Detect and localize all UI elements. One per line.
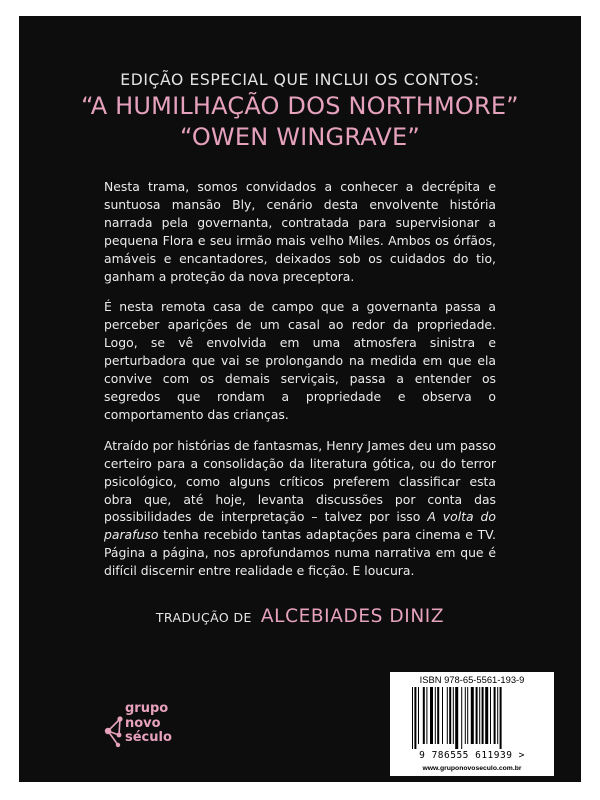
barcode-bar [500, 687, 502, 749]
barcode-bar [423, 687, 425, 744]
synopsis-paragraph-3 [104, 437, 496, 580]
book-title-italic: A volta do parafuso [104, 509, 496, 543]
barcode-bar [455, 687, 458, 749]
barcode-bar [418, 687, 419, 744]
barcode-bar [461, 687, 462, 749]
barcode-bar [479, 687, 480, 744]
cover-header [19, 70, 581, 153]
barcode-bar [414, 687, 416, 749]
barcode-bar [437, 687, 439, 744]
edition-note: EDIÇÃO ESPECIAL QUE INCLUI OS CONTOS: [120, 71, 480, 89]
barcode-bar [471, 687, 474, 744]
back-cover [19, 16, 581, 782]
barcode-panel [390, 672, 554, 776]
barcode-bar [476, 687, 478, 744]
translation-label: TRADUÇÃO DE [155, 610, 252, 625]
publisher-line-2: novo [125, 715, 161, 731]
publisher-line-1: grupo [125, 701, 169, 716]
barcode-bar [465, 687, 466, 744]
barcode-bar [449, 687, 451, 744]
barcode-image [410, 687, 534, 749]
translation-credit [19, 606, 581, 627]
publisher-logo [103, 702, 213, 762]
story-title-northmore: “A HUMILHAÇÃO DOS NORTHMORE” [81, 92, 519, 120]
isbn-number: ISBN 978-65-5561-193-9 [419, 674, 525, 685]
synopsis-paragraph-2: É nesta remota casa de campo que a governanta passa a perceber aparições de um casal ao redor da propriedade. Logo, se vê envolvida em uma atmosfera sinistra e perturbadora que vai se prolongando na medida em que ela convive com os demais serviçais, passa a entender os segredos que rondam a propriedade e observa o comportamento das crianças. [104, 299, 496, 422]
publisher-name [125, 702, 172, 746]
barcode-bar [497, 687, 498, 744]
barcode-bar [453, 687, 454, 744]
barcode-bar [447, 687, 448, 744]
barcode-bar [490, 687, 491, 744]
barcode-bar [442, 687, 443, 744]
barcode-bar [494, 687, 496, 744]
barcode-bar [426, 687, 427, 744]
connected-nodes-icon [103, 711, 125, 751]
synopsis [104, 178, 496, 593]
paragraph-3-end: tenha recebido tantas adaptações para cinema e TV. Página a página, nos aprofundamos numa narrativa em que é difícil discernir entre realidade e ficção. E loucura. [104, 527, 496, 579]
synopsis-paragraph-1: Nesta trama, somos convidados a conhecer a decrépita e suntuosa mansão Bly, cenário desta envolvente história narrada pela governanta, contratada para supervisionar a pequena Flora e seu irmão mais velho Miles. Ambos os órfãos, amáveis e encantadores, deixados sob os cuidados do tio, ganham a proteção da nova preceptora. [104, 179, 496, 284]
barcode-bar [435, 687, 436, 744]
paragraph-3-start: Atraído por histórias de fantasmas, Henry James deu um passo certeiro para a consolidação da literatura gótica, ou do terror psicológico, como alguns críticos preferem classificar esta obra que, até hoje, levanta discussões por conta das possibilidades de interpretação – talvez por isso [104, 437, 496, 525]
translator-name: ALCEBIADES DINIZ [260, 606, 445, 627]
barcode-bar [482, 687, 484, 744]
barcode-bar [485, 687, 488, 744]
story-title-owen-wingrave: “OWEN WINGRAVE” [180, 123, 420, 151]
barcode-bar [467, 687, 468, 744]
publisher-website: www.gruponovoseculo.com.br [422, 765, 522, 772]
barcode-bar [412, 687, 413, 749]
barcode-digits: 9 786555 611939 > [419, 750, 525, 761]
barcode-bar [430, 687, 433, 744]
publisher-line-3: século [125, 730, 172, 745]
